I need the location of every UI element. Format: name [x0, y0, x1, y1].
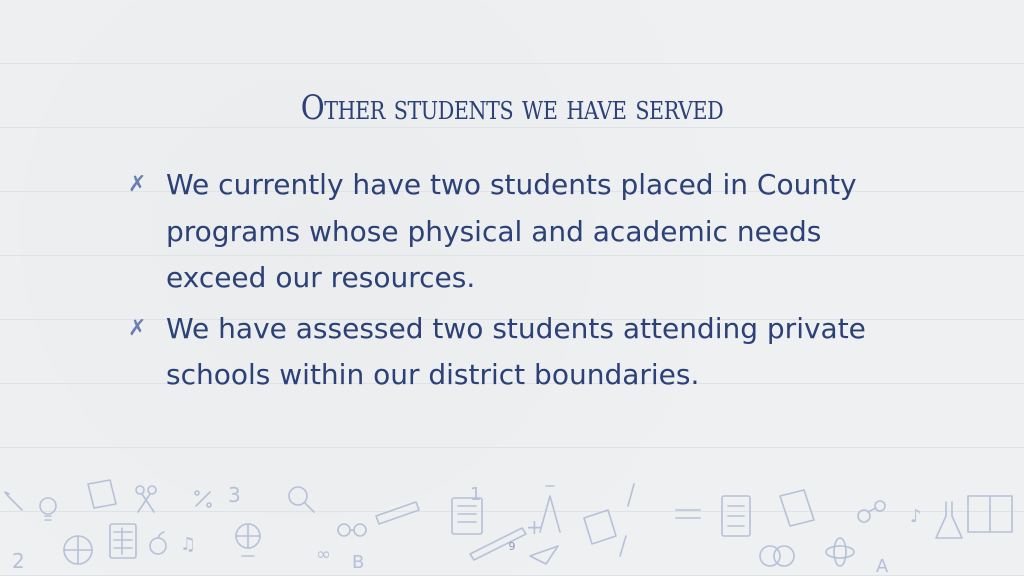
- pencil-icon: [5, 492, 22, 510]
- flask-icon: [936, 502, 962, 538]
- ruler-icon: [376, 502, 419, 524]
- scissors-icon: [136, 486, 156, 512]
- svg-text:∞: ∞: [316, 544, 331, 565]
- paper-icon: [88, 480, 116, 508]
- calculator-icon: [722, 496, 750, 536]
- molecule-icon: [858, 501, 885, 522]
- open-book-icon: [968, 496, 1012, 532]
- bullet-item: [128, 306, 908, 399]
- paper-icon: [780, 490, 814, 526]
- cross-mark-icon: ✗: [128, 172, 147, 197]
- bullet-text: We have assessed two students attending private schools within our district boundaries.: [166, 311, 866, 391]
- compass-icon: [540, 486, 560, 532]
- lightbulb-icon: [40, 498, 56, 520]
- bullet-item: [128, 162, 908, 302]
- svg-text:3: 3: [228, 483, 241, 507]
- percent-icon: [195, 491, 211, 507]
- svg-text:2: 2: [12, 549, 25, 573]
- svg-text:B: B: [352, 552, 365, 573]
- svg-text:1: 1: [470, 484, 482, 505]
- school-doodle-border: [0, 476, 1024, 576]
- equals-icon: [676, 510, 700, 518]
- bullet-text: We currently have two students placed in County programs whose physical and academic needs exceed our resources.: [166, 168, 857, 294]
- glasses-icon: [338, 524, 366, 536]
- book-icon: [584, 510, 616, 544]
- cross-mark-icon: ✗: [128, 315, 147, 341]
- magnifier-icon: [289, 487, 314, 512]
- bullet-list: [128, 162, 908, 403]
- slide-title: Other students we have served: [300, 88, 724, 128]
- svg-text:+: +: [526, 515, 543, 539]
- svg-text:♫: ♫: [180, 534, 197, 555]
- svg-text:♪: ♪: [910, 506, 922, 527]
- svg-text:A: A: [876, 556, 889, 576]
- page-number: 9: [508, 540, 516, 553]
